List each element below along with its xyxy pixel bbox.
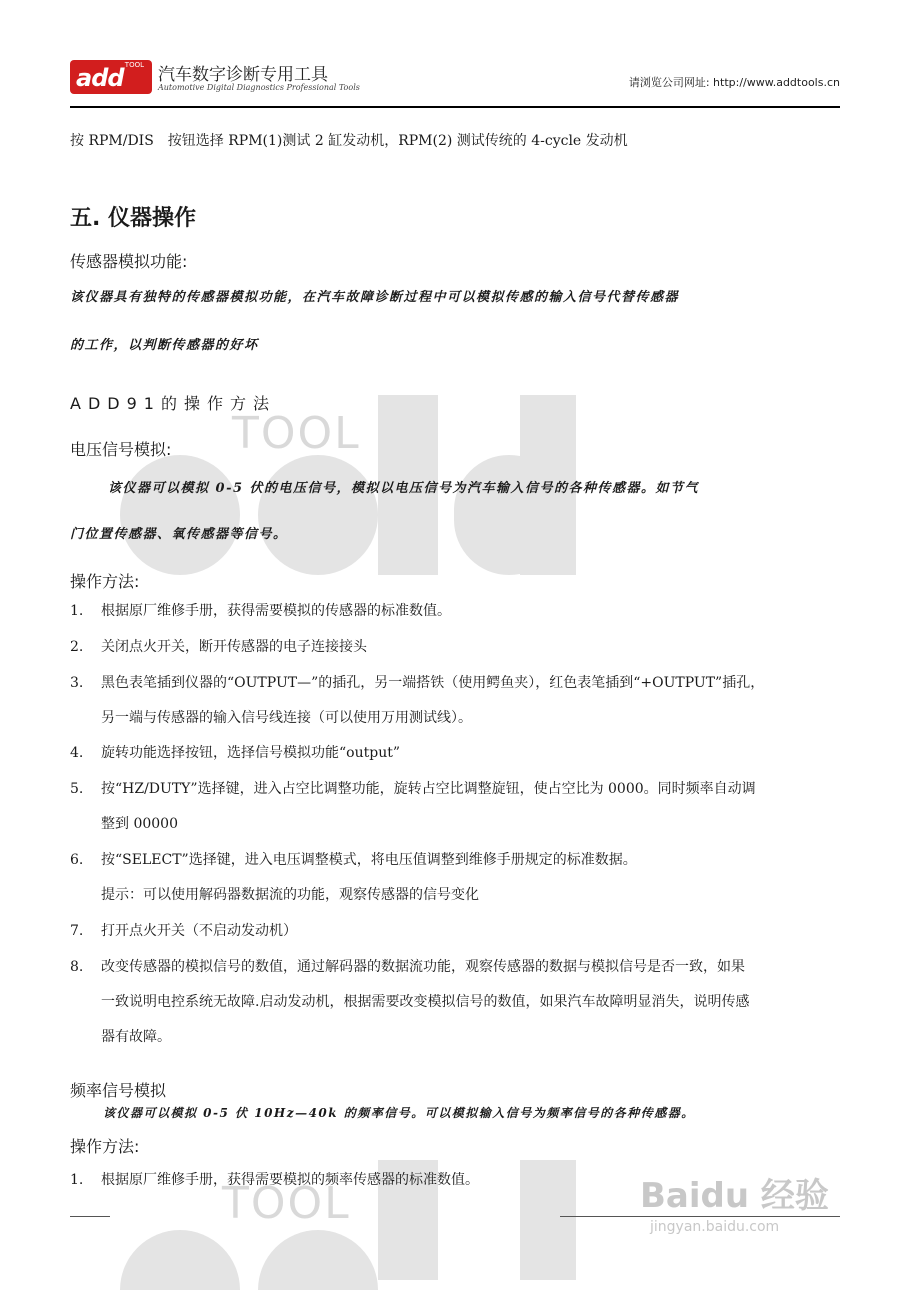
step-text: 器有故障。 — [101, 1029, 171, 1045]
step-text: 黑色表笔插到仪器的“OUTPUT—”的插孔，另一端搭铁（使用鳄鱼夹），红色表笔插到“+OUTPUT”插孔， — [101, 675, 765, 691]
step-number: 5. — [70, 781, 84, 797]
freq-desc: 该仪器可以模拟 0-5 伏 10Hz—40k 的频率信号。可以模拟输入信号为频率信号的各种传感器。 — [103, 1106, 695, 1120]
brand-title-en: Automotive Digital Diagnostics Professional Tools — [158, 83, 360, 92]
sensor-sim-desc-line-1: 该仪器具有独特的传感器模拟功能，在汽车故障诊断过程中可以模拟传感的输入信号代替传感器 — [70, 290, 680, 305]
step-number: 3. — [70, 675, 84, 691]
step-text: 旋转功能选择按钮，选择信号模拟功能“output” — [101, 745, 400, 761]
step-number: 7. — [70, 923, 84, 939]
logo-text: add — [76, 64, 124, 92]
step-text: 整到 00000 — [101, 816, 178, 832]
add-logo — [70, 60, 152, 94]
header-divider — [70, 106, 840, 108]
logo-small-text: TOOL — [124, 61, 144, 69]
footnote-rule — [70, 1216, 110, 1217]
ops-title-1: 操作方法: — [70, 572, 140, 591]
step-number: 1. — [70, 1172, 84, 1188]
step-text: 关闭点火开关，断开传感器的电子连接接头 — [101, 639, 367, 655]
watermark-text: TOOL — [232, 408, 361, 459]
step-text: 根据原厂维修手册，获得需要模拟的频率传感器的标准数值。 — [101, 1172, 479, 1188]
step-text: 根据原厂维修手册，获得需要模拟的传感器的标准数值。 — [101, 603, 451, 619]
step-text: 按“HZ/DUTY”选择键，进入占空比调整功能，旋转占空比调整旋钮，使占空比为 0000。同时频率自动调 — [101, 781, 756, 797]
sensor-sim-desc-line-2: 的工作，以判断传感器的好坏 — [70, 338, 259, 353]
step-text: 按“SELECT”选择键，进入电压调整模式，将电压值调整到维修手册规定的标准数据。 — [101, 852, 637, 868]
step-number: 6. — [70, 852, 84, 868]
baidu-logo: Baidu 经验 — [640, 1176, 829, 1216]
step-text: 另一端与传感器的输入信号线连接（可以使用万用测试线）。 — [101, 710, 472, 726]
ops-title-2: 操作方法: — [70, 1137, 140, 1156]
baidu-watermark — [640, 1168, 829, 1235]
voltage-desc-line-2: 门位置传感器、氧传感器等信号。 — [70, 527, 288, 542]
step-number: 8. — [70, 959, 84, 975]
method-title: ADD91的操作方法 — [70, 394, 276, 413]
section-title: 五. 仪器操作 — [70, 206, 197, 231]
baidu-url: jingyan.baidu.com — [650, 1219, 780, 1235]
website-link[interactable]: 请浏览公司网址: http://www.addtools.cn — [628, 76, 840, 89]
step-text: 改变传感器的模拟信号的数值，通过解码器的数据流功能，观察传感器的数据与模拟信号是否一致，如果 — [101, 959, 745, 975]
voltage-desc-line-1: 该仪器可以模拟 0-5 伏的电压信号，模拟以电压信号为汽车输入信号的各种传感器。如节气 — [108, 481, 700, 496]
brand-title-cn: 汽车数字诊断专用工具 — [158, 65, 328, 85]
sensor-sim-title: 传感器模拟功能: — [70, 252, 188, 271]
step-number: 4. — [70, 745, 84, 761]
step-text: 打开点火开关（不启动发动机） — [101, 923, 297, 939]
step-number: 2. — [70, 639, 84, 655]
freq-title: 频率信号模拟 — [70, 1081, 167, 1100]
watermark-text-2: TOOL — [222, 1178, 351, 1229]
step-text: 一致说明电控系统无故障.启动发动机，根据需要改变模拟信号的数值，如果汽车故障明显消失，说明传感 — [101, 994, 750, 1010]
step-tip-text: 提示：可以使用解码器数据流的功能，观察传感器的信号变化 — [101, 887, 479, 903]
page-header — [70, 58, 840, 106]
step-number: 1. — [70, 603, 84, 619]
voltage-title: 电压信号模拟: — [70, 440, 172, 459]
intro-line: 按 RPM/DIS 按钮选择 RPM(1)测试 2 缸发动机，RPM(2) 测试传统的 4-cycle 发动机 — [70, 133, 628, 149]
